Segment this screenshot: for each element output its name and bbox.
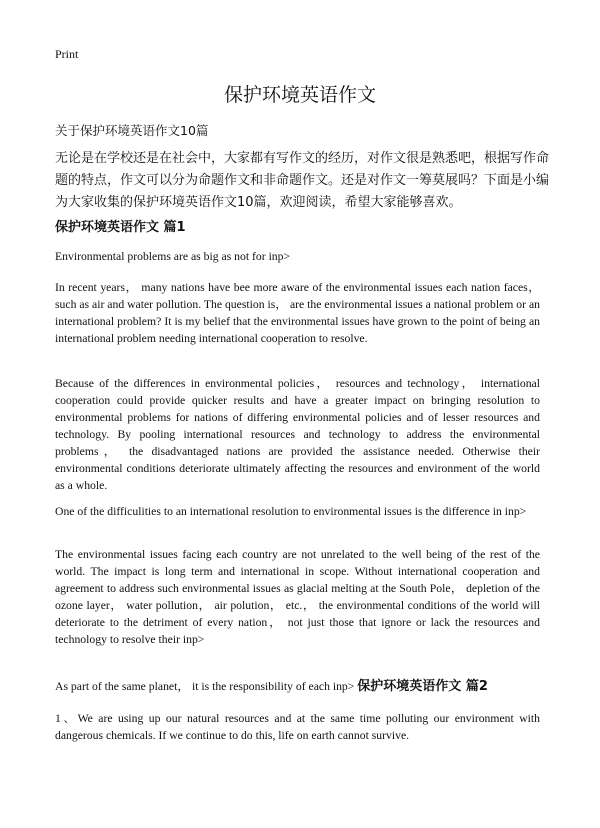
section-heading-2: 保护环境英语作文 篇2 [357,679,488,694]
section-heading-1: 保护环境英语作文 篇1 [55,220,186,235]
paragraph-5: The environmental issues facing each country are not unrelated to the well being of the rest of the world. The impact is long term and international in scope. Without international cooperation and agreement to address such environmental issues as glacial melting at the South Pole， depletion of the ozone layer， water pollution， air polution， etc.， the environmental conditions of the world will deteriorate to the detriment of every nation， not just those that ignore or lack the resources and technology to resolve their inp> [55,548,540,646]
paragraph-4: One of the difficulities to an international resolution to environmental issues is the difference in inp> [55,505,527,518]
paragraph-6-text: As part of the same planet， it is the responsibility of each inp> [55,680,355,693]
paragraph-6 [55,678,540,695]
paragraph-7: 1、We are using up our natural resources and at the same time polluting our environment with dangerous chemicals. If we continue to do this, life on earth cannot survive. [55,712,540,742]
paragraph-2: In recent years， many nations have bee more aware of the environmental issues each nation faces， such as air and water pollution. The question is， are the environmental issues a national problem or an international problem? It is my belief that the environmental issues have grown to the point of being an international problem needing international cooperation to resolve. [55,281,540,345]
paragraph-1: Environmental problems are as big as not for inp> [55,250,291,263]
print-label: Print [55,47,79,61]
paragraph-3: Because of the differences in environmental policies， resources and technology， international cooperation could provide quicker results and have a greater impact on bringing resolution to environmental problems for nations of differing environmental policies and of lesser resources and technology. By pooling international resources and technology to address the environmental problems， the disadvantaged nations are provided the assistance needed. Otherwise their environmental conditions deteriorate ultimately affecting the resources and environment of the world as a whole. [55,377,540,492]
document-subtitle: 关于保护环境英语作文10篇 [55,123,209,138]
intro-paragraph: 无论是在学校还是在社会中，大家都有写作文的经历，对作文很是熟悉吧，根据写作命题的特点，作文可以分为命题作文和非命题作文。还是对作文一筹莫展吗？下面是小编为大家收集的保护环境英语作文10篇，欢迎阅读，希望大家能够喜欢。 [55,151,550,210]
document-title: 保护环境英语作文 [223,84,376,106]
